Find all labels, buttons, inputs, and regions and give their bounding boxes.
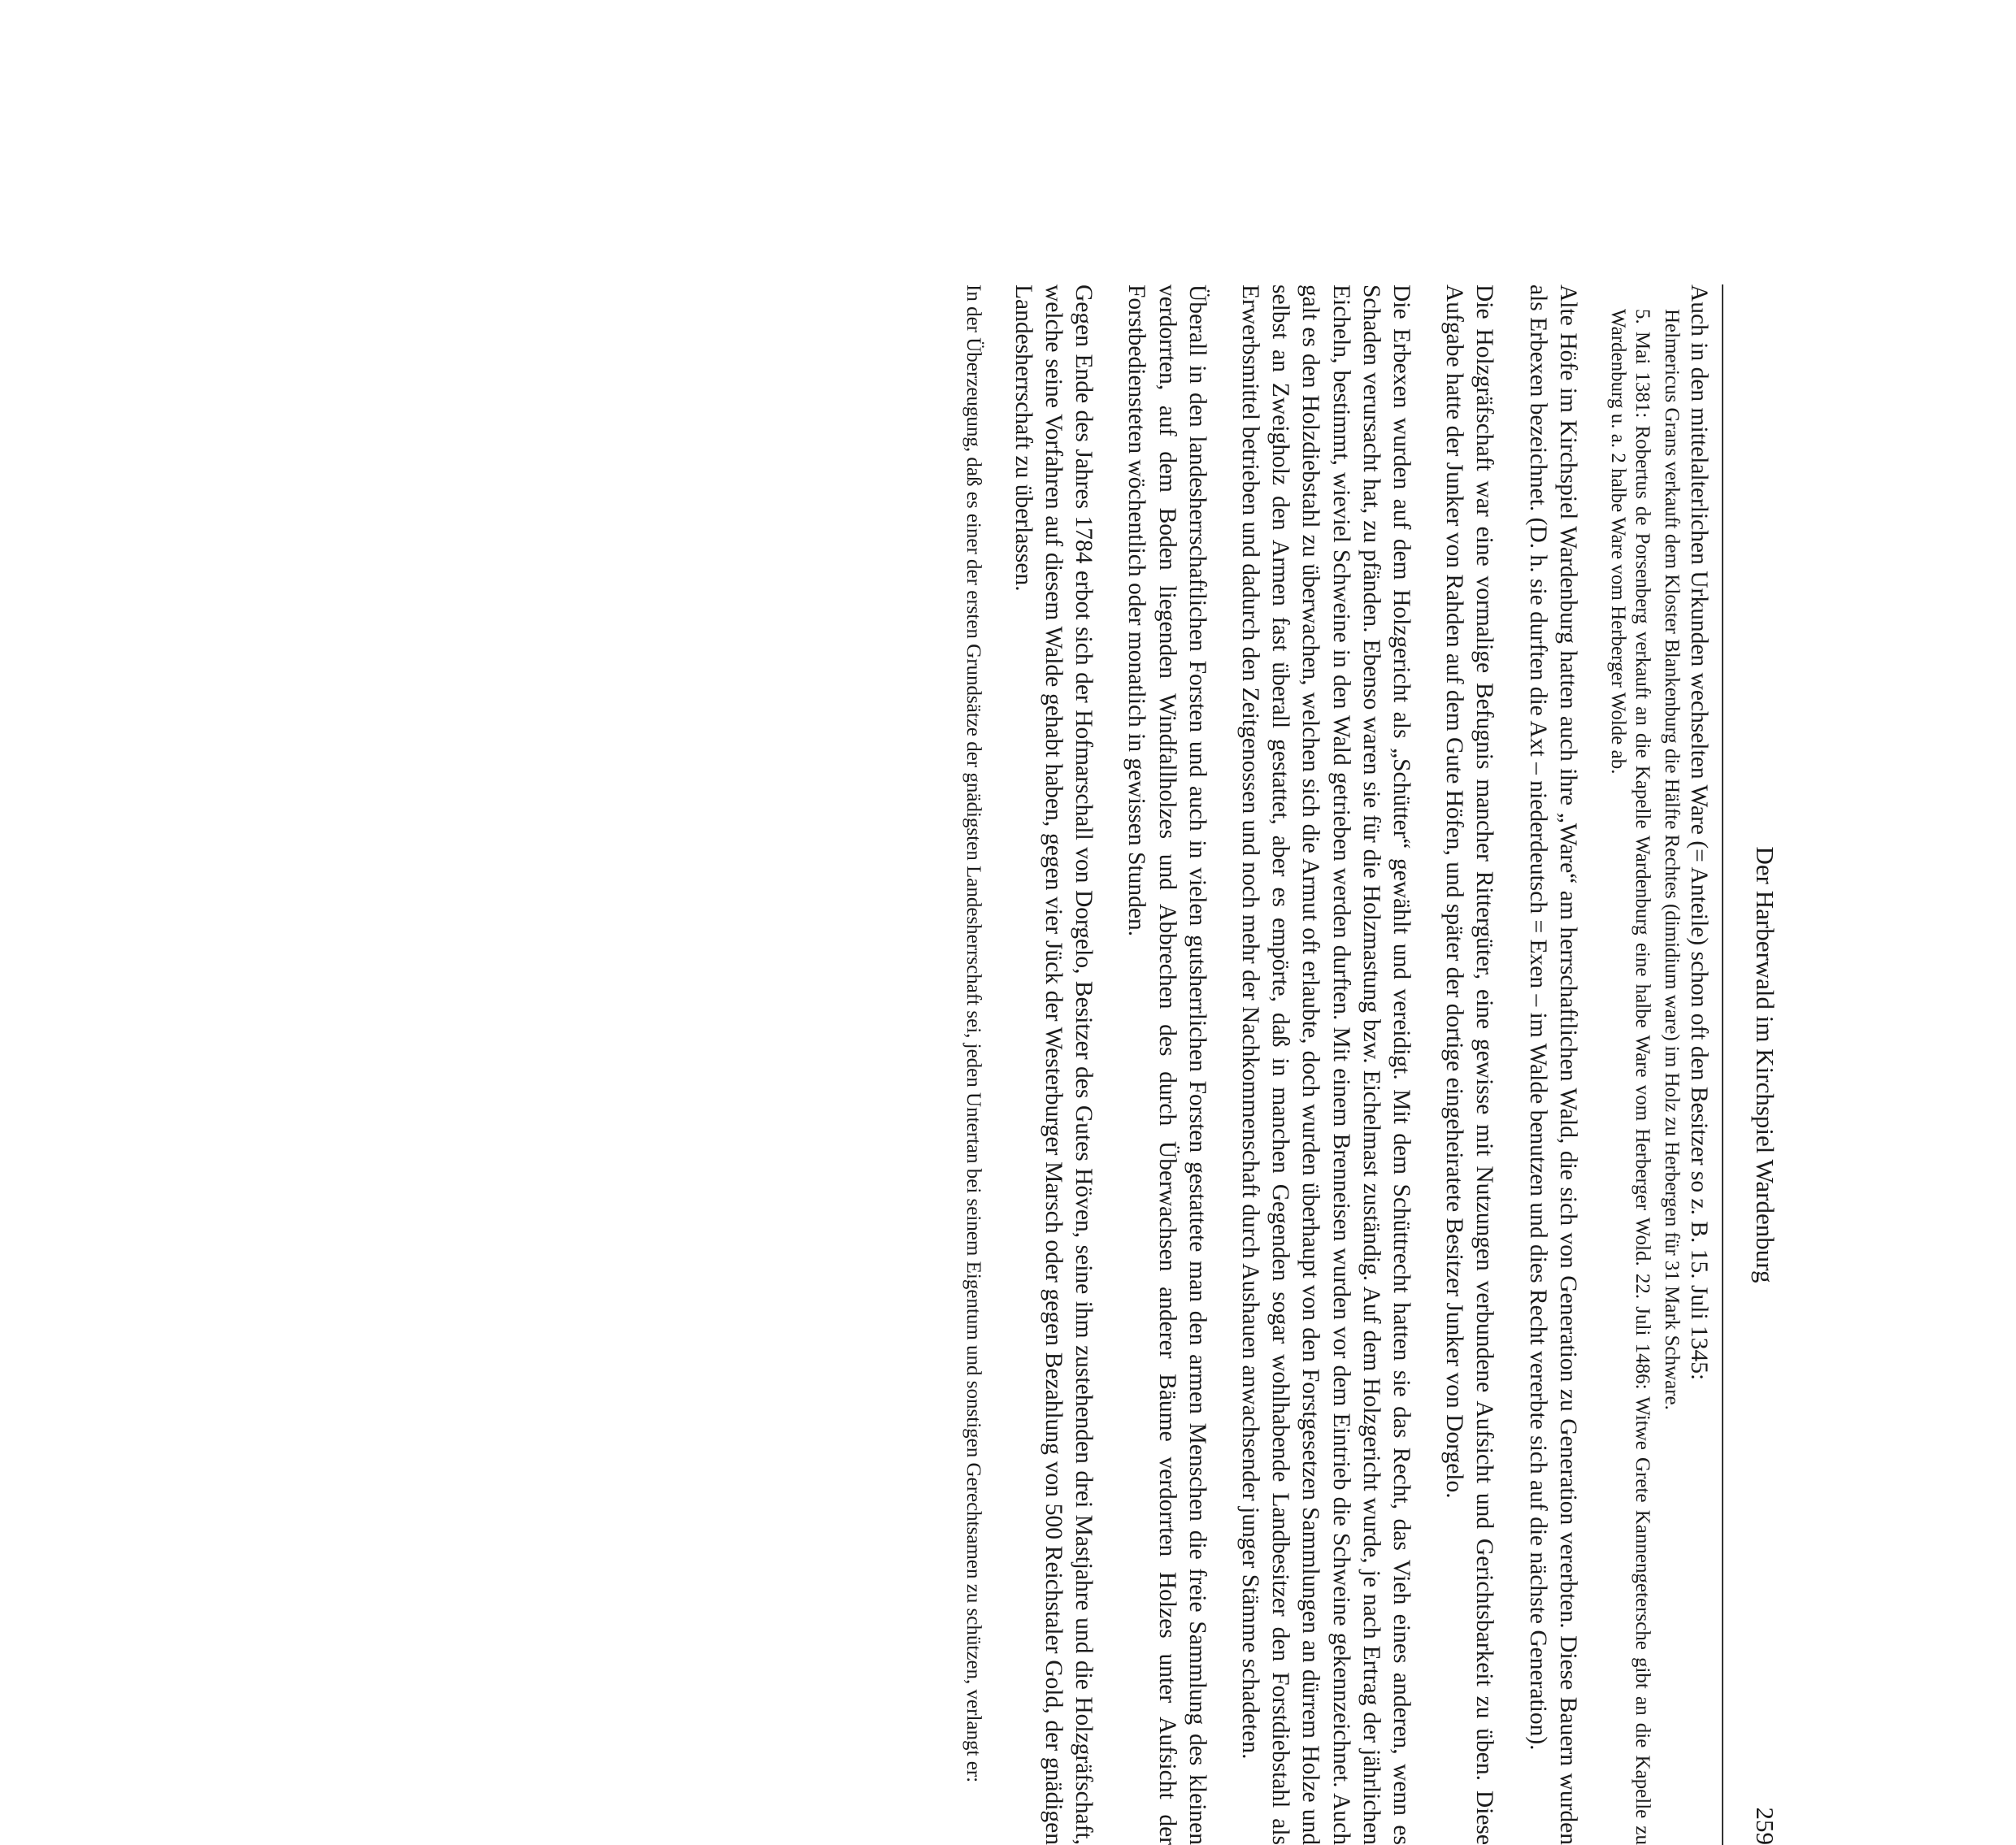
- citation-block: [1605, 284, 1684, 1845]
- citation-2: 5. Mai 1381: Robertus de Porsenberg verkauft an die Kapelle Wardenburg eine halbe Ware vom Herberger Wold. 22. Juli 1486: Witwe Grete Kannengetersche gibt an die Kapelle zu Wardenburg u. a. 2 halbe Ware vom Herberger Wolde ab.: [1605, 284, 1654, 1845]
- page-number: 259: [1750, 1808, 1780, 1845]
- paragraph-5: Überall in den landesherrschaftlichen Forsten und auch in vielen gutsherrlichen Forsten gestattete man den armen Menschen die freie Sammlung des kleinen verdorrten, auf dem Boden liegenden Windfallholzes und Abbrechen des durch Überwachsen anderer Bäume verdorrten Holzes unter Aufsicht der Forstbediensteten wöchentlich oder monatlich in gewissen Stunden.: [1121, 284, 1212, 1845]
- paragraph-1: Auch in den mittelalterlichen Urkunden wechselten Ware (= Anteile) schon oft den Besitzer so z. B. 15. Juli 1345:: [1684, 284, 1714, 1845]
- paragraph-2: Alte Höfe im Kirchspiel Wardenburg hatten auch ihre „Ware“ am herrschaftlichen Wald, die sich von Generation zu Generation vererbten. Diese Bauern wurden als Erbexen bezeichnet. (D. h. sie durften die Axt – niederdeutsch = Exen – im Walde benutzen und dies Recht vererbte sich auf die nächste Generation).: [1522, 284, 1582, 1845]
- running-title: Der Harberwald im Kirchspiel Wardenburg: [1740, 284, 1780, 1845]
- header-rule: [1722, 284, 1723, 1845]
- page-header: [1740, 284, 1780, 1845]
- paragraph-7: In der Überzeugung, daß es einer der ersten Grundsätze der gnädigsten Landesherrschaft sei, jeden Untertan bei seinem Eigentum und sonstigen Gerechtsamen zu schützen, verlangt er:: [961, 284, 985, 1845]
- paragraph-4: Die Erbexen wurden auf dem Holzgericht als „Schütter“ gewählt und vereidigt. Mit dem Schüttrecht hatten sie das Recht, das Vieh eines anderen, wenn es Schaden verursacht hat, zu pfänden. Ebenso waren sie für die Holzmastung bzw. Eichelmast zuständig. Auf dem Holzgericht wurde, je nach Ertrag der jährlichen Eicheln, bestimmt, wieviel Schweine in den Wald getrieben werden durften. Mit einem Brenneisen wurden vor dem Eintrieb die Schweine gekennzeichnet. Auch galt es den Holzdiebstahl zu überwachen, welchen sich die Armut oft erlaubte, doch wurden überhaupt von den Forstgesetzen Sammlungen an dürrem Holze und selbst an Zweigholz den Armen fast überall gestattet, aber es empörte, daß in manchen Gegenden sogar wohlhabende Landbesitzer den Forstdiebstahl als Erwerbsmittel betrieben und dadurch den Zeitgenossen und noch mehr der Nachkommenschaft durch Aushauen anwachsender junger Stämme schadeten.: [1235, 284, 1416, 1845]
- citation-1: Helmericus Grans verkauft dem Kloster Blankenburg die Hälfte Rechtes (dimidium ware) im Holz zu Herbergen für 31 Mark Schware.: [1659, 284, 1684, 1845]
- page-content: [756, 284, 1780, 1845]
- paragraph-3: Die Holzgräfschaft war eine vormalige Befugnis mancher Rittergüter, eine gewisse mit Nutzungen verbundene Aufsicht und Gerichtsbarkeit zu üben. Diese Aufgabe hatte der Junker von Rahden auf dem Gute Höfen, und später der dortige eingeheiratete Besitzer Junker von Dorgelo.: [1439, 284, 1499, 1845]
- paragraph-6: Gegen Ende des Jahres 1784 erbot sich der Hofmarschall von Dorgelo, Besitzer des Gutes Höven, seine ihm zustehenden drei Mastjahre und die Holzgräfschaft, welche seine Vorfahren auf diesem Walde gehabt haben, gegen vier Jück der Westerburger Marsch oder gegen Bezahlung von 500 Reichstaler Gold, der gnädigen Landesherrschaft zu überlassen.: [1008, 284, 1099, 1845]
